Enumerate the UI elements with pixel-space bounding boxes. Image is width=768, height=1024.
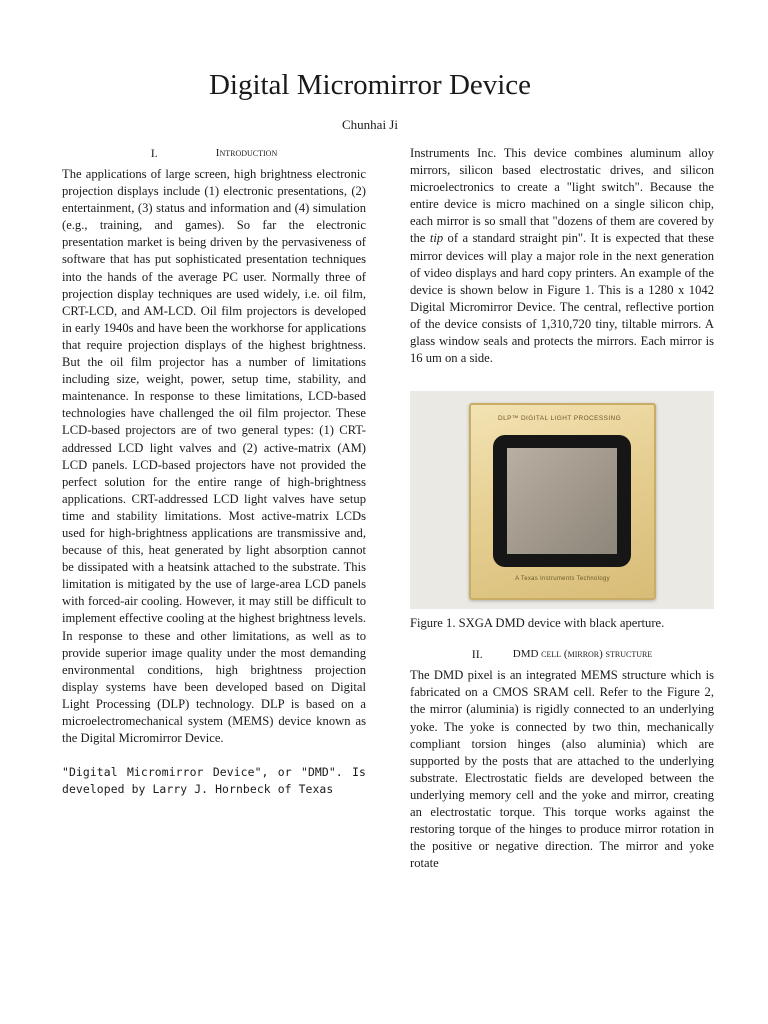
section-1-paragraph-1: The applications of large screen, high brightness electronic projection displays include (1) electronic presentations, (2) entertainment, (3) status and information and (4) simulation (e.g., training, and games). So far the electronic presentation market is being driven by the pervasiveness of software that has put sophisticated presentation techniques into the hands of the average PC user. Normally three of projection display techniques are used widely, i.e. oil film, CRT-LCD, and AM-LCD. Oil film projectors is developed in early 1940s and have been the workhorse for applications that require projection displays of the highest brightness. But the oil film projector has a number of limitations including size, weight, power, setup time, stability, and maintenance. In response to these limitations, LCD-based technologies have challenged the oil film projector. These LCD-based projectors are of two general types: (1) CRT-addressed LCD light valves and (2) active-matrix (AM) LCD panels. LCD-based projectors have not provided the perfect solution for the entire range of high-brightness applications. CRT-addressed LCD light valves have setup time and stability limitations. Most active-matrix LCDs used for high-brightness applications are transmissive and, because of this, heat generated by light absorption cannot be dissipated with a heatsink attached to the substrate. This limitation is mitigated by the use of large-area LCD panels with forced-air cooling. However, it may still be difficult to implement effective cooling at the highest brightness levels. In response to these and other limitations, as well as to provide superior image quality under the most demanding environmental conditions, high brightness projection display systems have been developed based on Digital Light Processing (DLP) technology. DLP is based on a microelectromechanical system (MEMS) device known as the Digital Micromirror Device. — [62, 167, 366, 746]
chip-label-dlp: DLP™ DIGITAL LIGHT PROCESSING — [498, 415, 622, 423]
section-2-heading — [410, 646, 714, 663]
mirror-array — [507, 448, 617, 554]
black-aperture — [493, 435, 631, 567]
author-name: Chunhai Ji — [342, 117, 398, 132]
right-column — [410, 145, 714, 872]
italic-word-tip: tip — [429, 231, 444, 246]
section-2-paragraph-1: The DMD pixel is an integrated MEMS structure which is fabricated on a CMOS SRAM cell. Refer to the Figure 2, the mirror (aluminia) is rigidly connected to an underlying yoke. The yoke is connected by two thin, mechanically compliant torsion hinges (also aluminia) which are supported by the posts that are attached to the underlying substrate. Electrostatic fields are developed between the underlying memory cell and the yoke and mirror, creating an electrostatic torque. This torque works against the restoring torque of the hinges to produce mirror rotation in the positive or negative direction. The mirror and yoke rotate — [410, 668, 714, 871]
section-1-title: Introduction — [215, 147, 278, 159]
section-1-heading — [62, 145, 366, 162]
paragraph-text: Instruments Inc. This device combines aluminum alloy mirrors, silicon based electrostatic drives, and silicon microelectronics to create a "light switch". Because the entire device is micro machined on a single silicon chip, each mirror is so small that "dozens of them are covered by the — [410, 146, 714, 246]
dmd-chip-package — [469, 403, 656, 600]
section-1-number: I. — [150, 146, 158, 160]
section-1-paragraph-2: "Digital Micromirror Device", or "DMD". Is developed by Larry J. Hornbeck of Texas — [62, 765, 366, 797]
paragraph-text: of a standard straight pin". It is expected that these mirror devices will play a major role in the next generation of video displays and hard copy printers. An example of the device is shown below in Figure 1. This is a 1280 x 1042 Digital Micromirror Device. The central, reflective portion of the device consists of 1,310,720 tiny, tiltable mirrors. A glass window seals and protects the mirrors. Each mirror is 16 um on a side. — [410, 231, 714, 366]
figure-1-caption: Figure 1. SXGA DMD device with black aperture. — [410, 616, 665, 631]
left-column — [62, 145, 366, 798]
paper-title: Digital Micromirror Device — [208, 69, 532, 101]
section-2-number: II. — [471, 647, 483, 662]
chip-label-ti: A Texas Instruments Technology — [515, 576, 610, 583]
figure-1-dmd-photo — [410, 391, 714, 609]
section-2-title: DMD cell (mirror) structure — [512, 648, 653, 661]
section-1-paragraph-2-continued — [410, 145, 714, 367]
